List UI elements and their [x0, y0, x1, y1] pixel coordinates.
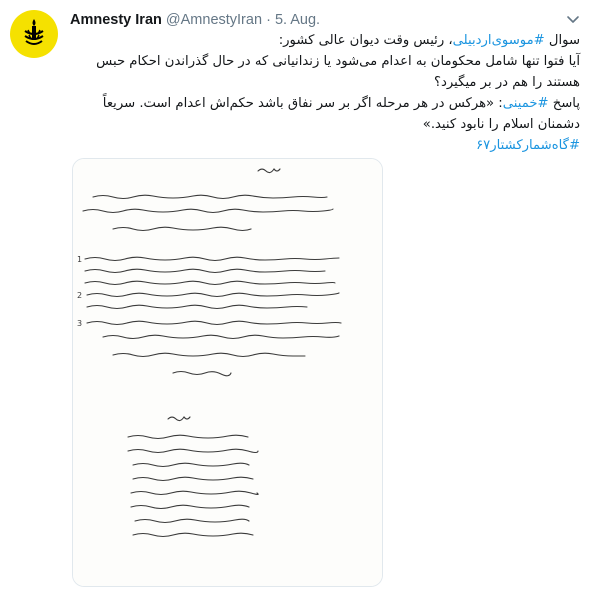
svg-text:2: 2: [77, 291, 83, 300]
tweet-media-image[interactable]: [72, 158, 383, 587]
svg-text:3: 3: [77, 319, 83, 328]
svg-text:1: 1: [77, 255, 83, 264]
author-handle[interactable]: @AmnestyIran: [165, 12, 263, 28]
candle-icon: [19, 17, 49, 51]
tweet-date[interactable]: 5. Aug.: [274, 12, 321, 28]
hashtag-mousavi-ardabili[interactable]: #موسوی‌اردبیلی: [452, 33, 545, 48]
tweet-text-line-3: [70, 93, 580, 135]
hashtag-massacre-timeline[interactable]: #گاه‌شمار‌کشتار۶۷: [476, 138, 580, 153]
tweet-text-line-1: [70, 30, 580, 51]
text-segment: ، رئیس وقت دیوان عالی کشور:: [278, 33, 453, 48]
hashtag-khomeini[interactable]: #خمینی: [502, 96, 549, 111]
tweet-text-line-4: [70, 135, 580, 156]
separator-dot: ·: [266, 12, 271, 28]
handwritten-letter-icon: [73, 159, 382, 586]
amnesty-logo-avatar[interactable]: [10, 10, 58, 58]
text-segment: پاسخ: [548, 96, 580, 111]
author-name[interactable]: Amnesty Iran: [70, 12, 162, 28]
tweet-text-line-2: آیا فتوا تنها شامل محکومان به اعدام می‌شود یا زندانیانی که در حال گذراندن احکام حبس هستند را هم در بر میگیرد؟: [96, 54, 580, 90]
tweet-text: [70, 30, 580, 156]
text-segment: : «هرکس در هر مرحله اگر بر سر نفاق باشد حکم‌اش اعدام است. سریعاً دشمنان اسلام را نابود کنید.»: [102, 96, 580, 132]
chevron-down-icon[interactable]: [566, 12, 580, 26]
text-segment: سوال: [544, 33, 580, 48]
tweet-header: [70, 11, 562, 29]
